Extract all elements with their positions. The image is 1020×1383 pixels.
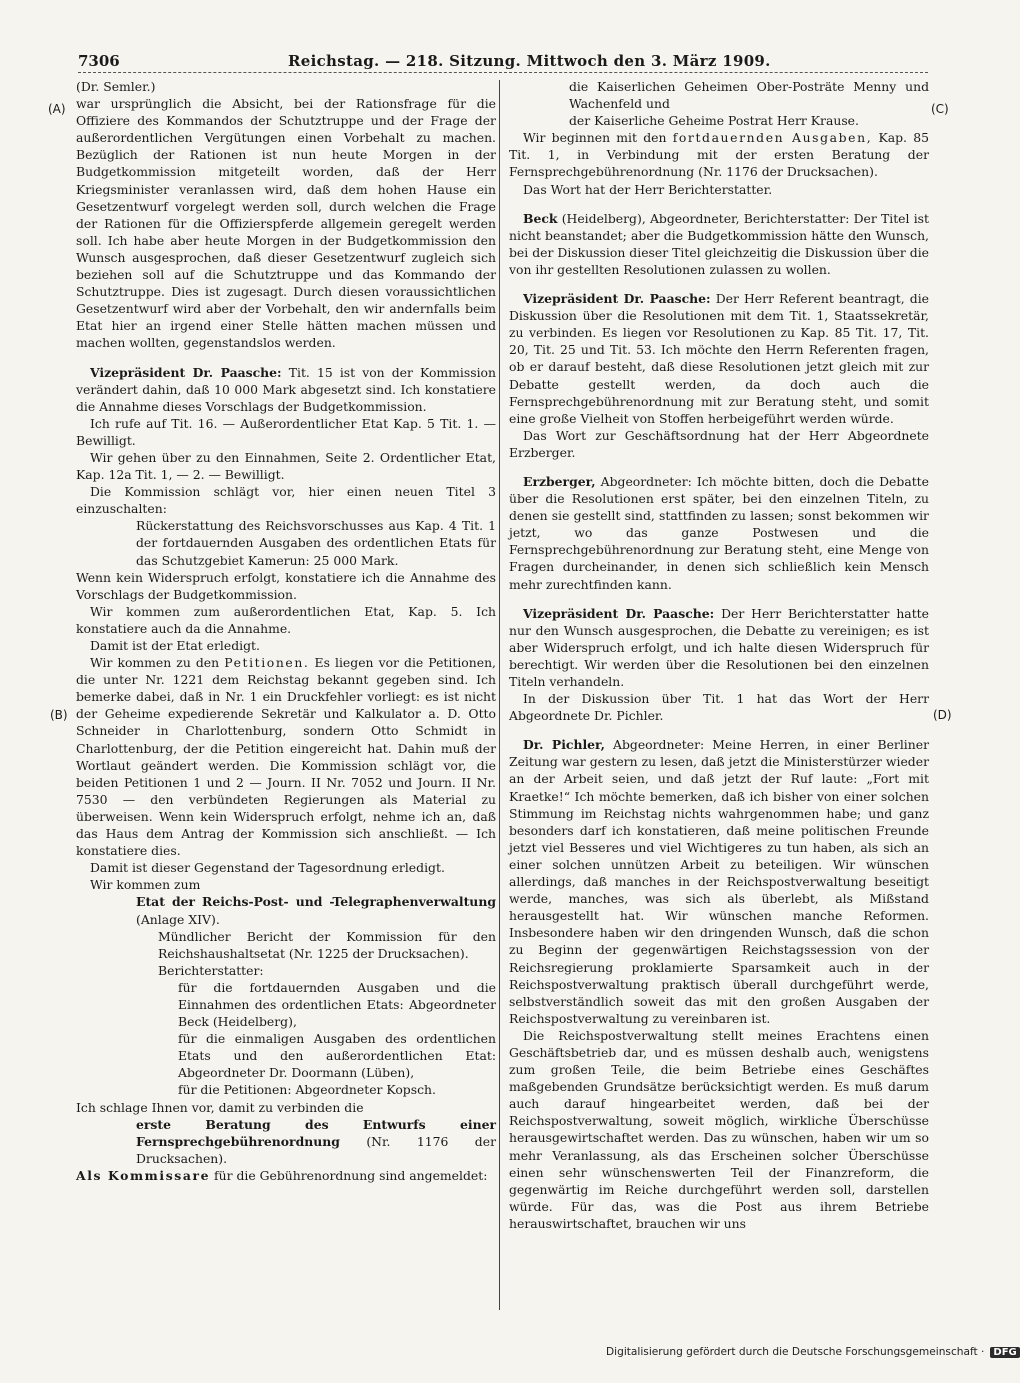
paragraph: Die Reichspostverwaltung stellt meines Erachtens einen Geschäftsbetrieb dar, und es müssen deshalb auch, wenigstens zum großen Teile, die beim Betriebe eines Geschäftes maßgebenden Grundsätze berücksichtigt werden. Es muß darum auch darauf hingearbeitet werden, daß bei der Reichspostverwaltung, soweit möglich, wirkliche Überschüsse herausgewirtschaftet werden. Das zu wünschen, haben wir um so mehr Veranlassung, als das Erscheinen solcher Überschüsse einen sehr wünschenswerten Teil der Finanzreform, die gegenwärtig im Reiche durchgeführt werden soll, darstellen würde. Für das, was die Post aus ihrem Betriebe herauswirtschaftet, brauchen wir uns [509, 1027, 929, 1231]
paragraph: Damit ist dieser Gegenstand der Tagesordnung erledigt. [90, 860, 445, 876]
rapporteur-heading: Berichterstatter: [158, 962, 264, 978]
left-column [76, 78, 496, 1328]
rapporteur-entry: für die Petitionen: Abgeordneter Kopsch. [178, 1082, 436, 1098]
paragraph: Wir kommen zum außerordentlichen Etat, Kap. 5. Ich konstatiere auch da die Annahme. [76, 603, 496, 636]
commissioner-list: der Kaiserliche Geheime Postrat Herr Krause. [569, 113, 859, 129]
speaker-name: Vizepräsident Dr. Paasche: [90, 364, 282, 380]
dfg-logo: DFG [990, 1347, 1019, 1358]
speaker-name: Dr. Pichler, [523, 737, 605, 753]
paragraph: war ursprünglich die Absicht, bei der Rationsfrage für die Offiziere des Kommandos der Schutztruppe und der Frage der außerordentlichen Vergütungen einen Vorbehalt zu machen. Bezüglich der Rationen ist nun heute Morgen in der Budgetkommission mitgeteilt worden, daß der Herr Kriegsminister veranlassen wird, daß dem hohen Hause ein Gesetzentwurf vorgelegt werden soll, durch welchen die Frage der Rationen für die Offizierspferde allgemein geregelt werden soll. Ich habe aber heute Morgen in der Budgetkommission den Wunsch ausgesprochen, daß dieser Gesetzentwurf zugleich sich beziehen soll auf die Schutztruppe und das Kommando der Schutztruppe. Dies ist zugesagt. Durch diesen voraussichtlichen Gesetzentwurf wird aber der Vorbehalt, den wir andernfalls beim Etat hier an irgend einer Stelle hätten machen müssen und machen wollten, gegenstandslos werden. [76, 96, 496, 351]
page-number: 7306 [78, 52, 120, 70]
speaker-name: Erzberger, [523, 473, 596, 489]
agenda-item: Etat der Reichs-Post- und -Telegraphenverwaltung (Anlage XIV). [136, 894, 496, 927]
paragraph: Erzberger, Abgeordneter: Ich möchte bitten, doch die Debatte über die Resolutionen erst später, bei den einzelnen Titeln, zu denen sie gestellt sind, stattfinden zu lassen; sonst bekommen wir jetzt, wo das ganze Postwesen und die Fernsprechgebührenordnung zur Beratung steht, eine Menge von Fragen durcheinander, in denen sich schließlich kein Mensch mehr zurechtfinden kann. [509, 473, 929, 592]
paragraph: Damit ist der Etat erledigt. [90, 638, 260, 653]
column-divider [499, 80, 500, 1310]
commissioner-list: die Kaiserlichen Geheimen Ober-Posträte Menny und Wachenfeld und [569, 79, 929, 112]
margin-marker-c: (C) [931, 102, 949, 116]
margin-marker-d: (D) [933, 708, 952, 722]
right-column [509, 78, 929, 1328]
paragraph: Vizepräsident Dr. Paasche: Tit. 15 ist von der Kommission verändert dahin, daß 10 000 Mark abgesetzt sind. Ich konstatiere die Annahme dieses Vorschlags der Budgetkommission. [76, 364, 496, 414]
paragraph: Dr. Pichler, Abgeordneter: Meine Herren, in einer Berliner Zeitung war gestern zu lesen, daß jetzt die Ministerstürzer wieder an der Arbeit seien, und daß jetzt der Ruf laute: „Fort mit Kraetke!“ Ich möchte bemerken, daß ich bisher von einer solchen Stimmung im Reichstag nichts wahrgenommen habe; und ganz besonders darf ich konstatieren, daß meine politischen Freunde jetzt viel Besseres und viel Wichtigeres zu tun haben, als sich an einer solchen unnützen Arbeit zu beteiligen. Wir wünschen allerdings, daß manches in der Reichspostverwaltung beseitigt werde, manches, was sich als überlebt, als Mißstand herausgestellt hat. Wir wünschen manche Reformen. Insbesondere haben wir den dringenden Wunsch, daß die schon zu Beginn der gegenwärtigen Reichstagssession von der Reichsregierung proklamierte Sparsamkeit auch in der Reichspostverwaltung praktisch überall durchgeführt werde, selbstverständlich soweit das mit den großen Ausgaben der Reichspostverwaltung zu vereinbaren ist. [509, 737, 929, 1026]
paragraph: Wenn kein Widerspruch erfolgt, konstatiere ich die Annahme des Vorschlags der Budgetkommission. [76, 569, 496, 602]
paragraph: Wir beginnen mit den fortdauernden Ausgaben, Kap. 85 Tit. 1, in Verbindung mit der ersten Beratung der Fernsprechgebührenordnung (Nr. 1176 der Drucksachen). [509, 130, 929, 180]
paragraph: Vizepräsident Dr. Paasche: Der Herr Berichterstatter hatte nur den Wunsch ausgesprochen, die Debatte zu vereinigen; es ist aber Widerspruch erfolgt, und ich halte diesen Widerspruch für berechtigt. Wir werden über die Resolutionen bei den einzelnen Titeln verhandeln. [509, 605, 929, 689]
header-rule [78, 72, 928, 73]
paragraph: Wir gehen über zu den Einnahmen, Seite 2. Ordentlicher Etat, Kap. 12a Tit. 1, — 2. — Bewilligt. [76, 449, 496, 483]
running-title: Reichstag. — 218. Sitzung. Mittwoch den 3. März 1909. [288, 52, 771, 70]
margin-marker-b: (B) [50, 708, 68, 722]
paragraph: Ich rufe auf Tit. 16. — Außerordentlicher Etat Kap. 5 Tit. 1. — Bewilligt. [76, 415, 496, 448]
speaker-name: Vizepräsident Dr. Paasche: [523, 605, 715, 621]
paragraph: Vizepräsident Dr. Paasche: Der Herr Referent beantragt, die Diskussion über die Resolutionen mit dem Tit. 1, Staatssekretär, zu verbinden. Es liegen vor Resolutionen zu Kap. 85 Tit. 17, Tit. 20, Tit. 25 und Tit. 53. Ich möchte den Herrn Referenten fragen, ob er darauf besteht, daß diese Resolutionen jetzt gleich mit zur Debatte gestellt werden, da doch auch die Fernsprechgebührenordnung mit zur Beratung steht, und somit eine große Vielheit von Stoffen herbeigeführt werden würde. [509, 291, 929, 426]
inserted-title: Rückerstattung des Reichsvorschusses aus Kap. 4 Tit. 1 der fortdauernden Ausgaben des ordentlichen Etats für das Schutzgebiet Kamerun: 25 000 Mark. [136, 518, 496, 568]
page-header [78, 52, 928, 74]
paragraph: Wir kommen zum [90, 877, 201, 893]
digitization-footer [606, 1346, 1017, 1364]
rapporteur-entry: für die einmaligen Ausgaben des ordentlichen Etats und den außerordentlichen Etat: Abgeordneter Dr. Doormann (Lüben), [178, 1031, 496, 1081]
paragraph: Die Kommission schlägt vor, hier einen neuen Titel 3 einzuschalten: [76, 484, 496, 517]
report-note: Mündlicher Bericht der Kommission für den Reichshaushaltsetat (Nr. 1225 der Drucksachen). [158, 928, 496, 961]
paragraph: Ich schlage Ihnen vor, damit zu verbinden die [76, 1099, 364, 1115]
paragraph: Als Kommissare für die Gebührenordnung sind angemeldet: [76, 1167, 488, 1183]
footer-credit: Digitalisierung gefördert durch die Deutsche Forschungsgemeinschaft · [606, 1346, 985, 1358]
agenda-item: erste Beratung des Entwurfs einer Fernsprechgebührenordnung (Nr. 1176 der Drucksachen). [136, 1116, 496, 1166]
paragraph: Das Wort zur Geschäftsordnung hat der Herr Abgeordnete Erzberger. [509, 427, 929, 460]
margin-marker-a: (A) [48, 102, 66, 116]
paragraph: Wir kommen zu den Petitionen. Es liegen vor die Petitionen, die unter Nr. 1221 dem Reichstag bekannt gegeben sind. Ich bemerke dabei, daß in Nr. 1 ein Druckfehler vorliegt: es ist nicht der Geheime expedierende Sekretär und Kalkulator a. D. Otto Schneider in Charlottenburg, sondern Otto Schmidt in Charlottenburg, der die Petition eingereicht hat. Dahin muß der Wortlaut geändert werden. Die Kommission schlägt vor, die beiden Petitionen 1 und 2 — Journ. II Nr. 7052 und Journ. II Nr. 7530 — den verbündeten Regierungen als Material zu überweisen. Wenn kein Widerspruch erfolgt, nehme ich an, daß das Haus dem Antrag der Kommission sich anschließt. — Ich konstatiere dies. [76, 655, 496, 859]
speaker-continuation: (Dr. Semler.) [76, 79, 156, 94]
paragraph: Das Wort hat der Herr Berichterstatter. [523, 181, 773, 197]
paragraph: Beck (Heidelberg), Abgeordneter, Berichterstatter: Der Titel ist nicht beanstandet; aber die Budgetkommission hätte den Wunsch, bei der Diskussion dieser Titel gleichzeitig die Diskussion über die von ihr gestellten Resolutionen zulassen zu wollen. [509, 210, 929, 277]
rapporteur-entry: für die fortdauernden Ausgaben und die Einnahmen des ordentlichen Etats: Abgeordneter Beck (Heidelberg), [178, 979, 496, 1030]
speaker-name: Vizepräsident Dr. Paasche: [523, 291, 711, 307]
speaker-name: Beck [523, 210, 558, 226]
paragraph: In der Diskussion über Tit. 1 hat das Wort der Herr Abgeordnete Dr. Pichler. [509, 691, 929, 724]
